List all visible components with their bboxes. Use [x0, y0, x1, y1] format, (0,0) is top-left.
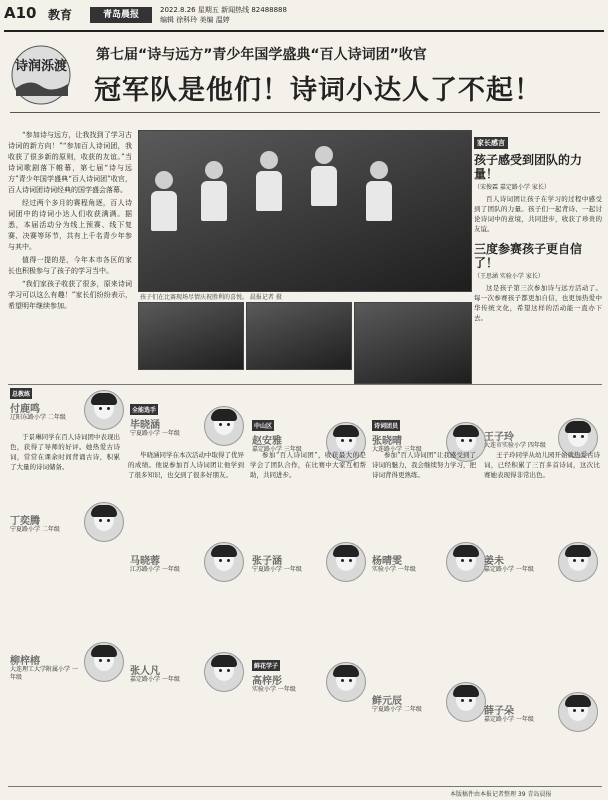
member-role: 诗词团员: [372, 420, 400, 431]
lead-paragraph: “我们家孩子收获了很多，原来诗词学习可以这么有趣！”家长们纷纷表示，希望明年继续参加。: [8, 280, 132, 310]
photo-caption: 孩子们在比赛现场尽情庆祝胜利的喜悦。 晨报记者 摄: [140, 294, 282, 301]
child-figure: [364, 161, 394, 231]
member-card: [130, 404, 246, 452]
member-name: 马晓蓉: [130, 556, 160, 567]
member-card: [10, 640, 126, 688]
member-name: 毕晓涵: [130, 420, 160, 431]
child-figure: [199, 161, 229, 231]
member-school: 实验小学 一年级: [252, 686, 296, 693]
member-avatar: [204, 406, 244, 446]
member-school: 嘉定路小学 三年级: [252, 446, 302, 453]
member-school: 大连市实验小学 四年级: [484, 442, 546, 449]
member-avatar: [558, 542, 598, 582]
member-school: 宁夏路小学 二年级: [372, 706, 422, 713]
member-school: 实验小学 一年级: [372, 566, 416, 573]
member-text: 于景琳同学在百人诗词团中表现出色，获得了导师的好评。她热爱古诗词，常常在课余时间背诵古诗，积累了大量的诗词储备。: [10, 433, 120, 471]
child-figure: [254, 151, 284, 221]
lead-paragraph: 值得一提的是，今年本市各区的家长也积极参与了孩子的学习当中。: [8, 256, 132, 275]
parent-headline: 三度参赛孩子更自信了！: [474, 242, 583, 270]
member-name: 柳梓榕: [10, 656, 40, 667]
member-avatar: [446, 542, 486, 582]
member-role: 中山区: [252, 420, 274, 431]
member-school: 大连理工大学附属小学 一年级: [10, 666, 78, 681]
page-number: A10: [4, 4, 37, 22]
issue-date: 2022.8.26: [160, 6, 196, 14]
member-text: 参加“百人诗词团”让我感受到了诗词的魅力，我会继续努力学习，把诗词背得更熟练。: [372, 451, 476, 479]
member-card: [130, 650, 246, 698]
child-figure: [149, 171, 179, 241]
member-text: 参加“百人诗词团”，收获最大的是学会了团队合作，在比赛中大家互相帮助，共同进步。: [250, 451, 366, 479]
member-avatar: [204, 652, 244, 692]
member-name: 姜未: [484, 556, 504, 567]
member-school: 江苏路小学 一年级: [130, 566, 180, 573]
member-card: [484, 690, 600, 738]
divider: [10, 112, 600, 113]
member-avatar: [204, 542, 244, 582]
lead-article: [8, 130, 132, 314]
member-name: 王子玲: [484, 432, 514, 443]
member-name: 付鹿鸣: [10, 404, 40, 415]
member-card: [252, 540, 368, 588]
parent-author: （王思涵 实验小学 家长）: [474, 273, 544, 280]
member-school: 宁夏路小学 一年级: [252, 566, 302, 573]
small-photo: [138, 302, 244, 370]
lead-paragraph: 经过两个多月的赛程角逐，百人诗词团中的诗词小达人们收获满满。据悉，本届活动分为线上预赛、线下复赛、决赛等环节，共有上千名青少年参与其中。: [8, 199, 132, 251]
member-name: 张子涵: [252, 556, 282, 567]
member-name: 杨晴雯: [372, 556, 402, 567]
footer-credit: 本版稿件由本报记者整理 39 青岛晨报: [450, 791, 552, 798]
small-photo: [246, 302, 352, 370]
member-school: 辽阳东路小学 二年级: [10, 414, 66, 421]
member-card: [10, 388, 126, 436]
brand-emblem: [10, 44, 72, 106]
issue-weekday: 星期五: [197, 6, 219, 14]
divider: [8, 384, 602, 385]
member-role: 总教练: [10, 388, 32, 399]
member-role: 鲜花学子: [252, 660, 280, 671]
masthead: [4, 4, 604, 32]
child-figure: [309, 146, 339, 216]
member-avatar: [84, 642, 124, 682]
section-name: 教育: [48, 8, 73, 22]
member-avatar: [558, 692, 598, 732]
small-photo: [354, 302, 472, 384]
member-school: 宁夏路小学 二年级: [10, 526, 60, 533]
member-avatar: [84, 502, 124, 542]
member-text: 毕晓涵同学在本次活动中取得了优异的成绩。他说参加百人诗词团让他学到了很多知识，也交到了很多好朋友。: [128, 451, 244, 479]
member-name: 张晓晴: [372, 436, 402, 447]
member-card: [252, 660, 368, 708]
divider: [8, 786, 602, 787]
member-name: 赵安雅: [252, 436, 282, 447]
lead-paragraph: “参加诗与远方，让我找到了学习古诗词的新方向！”“参加百人诗词团，我收获了很多新的原则，收获的友谊。”当诗词歌剧落下帷幕，第七届“诗与远方”青少年国学盛典“百人诗词团”收官，百人诗词团诗词经典的国学盛会落幕。: [8, 131, 132, 194]
hotline: 新闻热线 82488888: [221, 6, 287, 14]
member-card: [372, 540, 488, 588]
member-school: 嘉定路小学 一年级: [484, 566, 534, 573]
member-card: [484, 540, 600, 588]
member-avatar: [84, 390, 124, 430]
parent-comment: 这是孩子第三次参加诗与远方活动了。每一次参赛孩子都更加自信，也更加热爱中华传统文化，希望这样的活动能一直办下去。: [474, 284, 602, 322]
member-school: 嘉定路小学 一年级: [130, 676, 180, 683]
editor: 编辑 徐科玲: [160, 16, 198, 24]
member-name: 高梓彤: [252, 676, 282, 687]
member-avatar: [326, 542, 366, 582]
member-card: [10, 500, 126, 548]
brand-mark-text: 诗润泺渡: [14, 59, 68, 74]
parent-comments: [474, 130, 602, 323]
issue-meta: [160, 5, 287, 25]
headline-title: 冠军队是他们！诗词小达人了不起！: [94, 75, 542, 106]
member-role: 全能选手: [130, 404, 158, 415]
member-school: 大连路小学 三年级: [372, 446, 422, 453]
member-name: 张人凡: [130, 666, 160, 677]
member-card: [130, 540, 246, 588]
parents-tag: 家长感言: [474, 137, 508, 149]
designer: 美编 温婷: [199, 16, 230, 24]
headline-kicker: 第七届“诗与远方”青少年国学盛典“百人诗词团”收官: [96, 47, 427, 63]
member-avatar: [326, 662, 366, 702]
member-name: 丁奕腾: [10, 516, 40, 527]
paper-logo: 青岛晨报: [90, 7, 152, 23]
member-school: 宁夏路小学 一年级: [130, 430, 180, 437]
member-text: 王子玲同学从幼儿园开始就热爱古诗词，已经积累了三百多首诗词，这次比赛她表现得非常出色。: [484, 451, 600, 479]
parent-comment: 百人诗词团让孩子在学习的过程中感受到了团队的力量。孩子们一起背诗、一起讨论诗词中的意境，共同进步，收获了珍贵的友谊。: [474, 195, 602, 233]
member-name: 鲜元辰: [372, 696, 402, 707]
main-photo: [138, 130, 472, 292]
member-card: [372, 680, 488, 728]
member-school: 嘉定路小学 一年级: [484, 716, 534, 723]
parent-author: （宋俊霖 嘉定路小学 家长）: [474, 184, 550, 191]
member-name: 薛子朵: [484, 706, 514, 717]
member-avatar: [446, 682, 486, 722]
parent-headline: 孩子感受到团队的力量！: [474, 153, 583, 181]
